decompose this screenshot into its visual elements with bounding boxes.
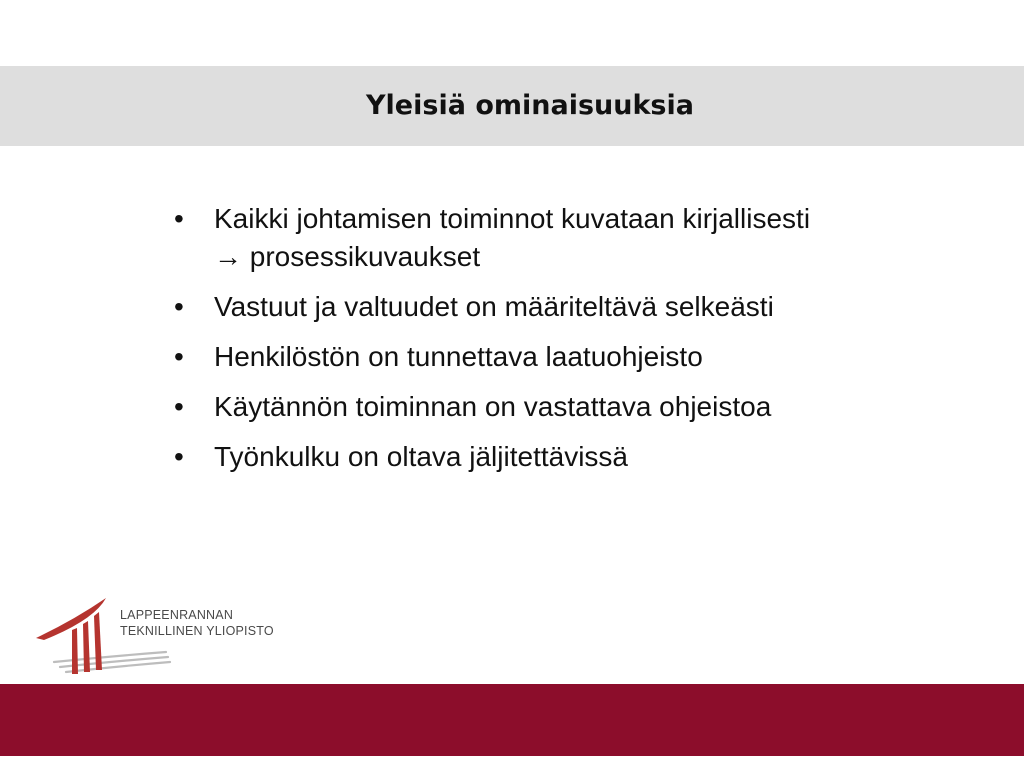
title-band [0,66,1024,146]
slide-title: Yleisiä ominaisuuksia [366,90,694,121]
bullet-text-continuation: → prosessikuvaukset [214,241,481,272]
footer-band [0,684,1024,756]
bullet-list [172,200,972,488]
bullet-item [172,288,972,326]
bullet-item [172,438,972,476]
bullet-marker: • [174,203,184,234]
bullet-item [172,200,972,276]
logo-wordmark [120,607,274,639]
bullet-marker: • [174,341,184,372]
bullet-marker: • [174,441,184,472]
bullet-text: Käytännön toiminnan on vastattava ohjeistoa [214,391,772,422]
university-logo [34,590,304,680]
logo-line-1: LAPPEENRANNAN [120,608,234,622]
bullet-text: Vastuut ja valtuudet on määriteltävä selkeästi [214,291,774,322]
bullet-text: Henkilöstön on tunnettava laatuohjeisto [214,341,703,372]
bullet-item [172,388,972,426]
logo-line-2: TEKNILLINEN YLIOPISTO [120,624,274,638]
bullet-text: Kaikki johtamisen toiminnot kuvataan kirjallisesti [214,203,811,234]
bullet-marker: • [174,391,184,422]
bullet-marker: • [174,291,184,322]
bullet-item [172,338,972,376]
bullet-text: Työnkulku on oltava jäljitettävissä [214,441,628,472]
